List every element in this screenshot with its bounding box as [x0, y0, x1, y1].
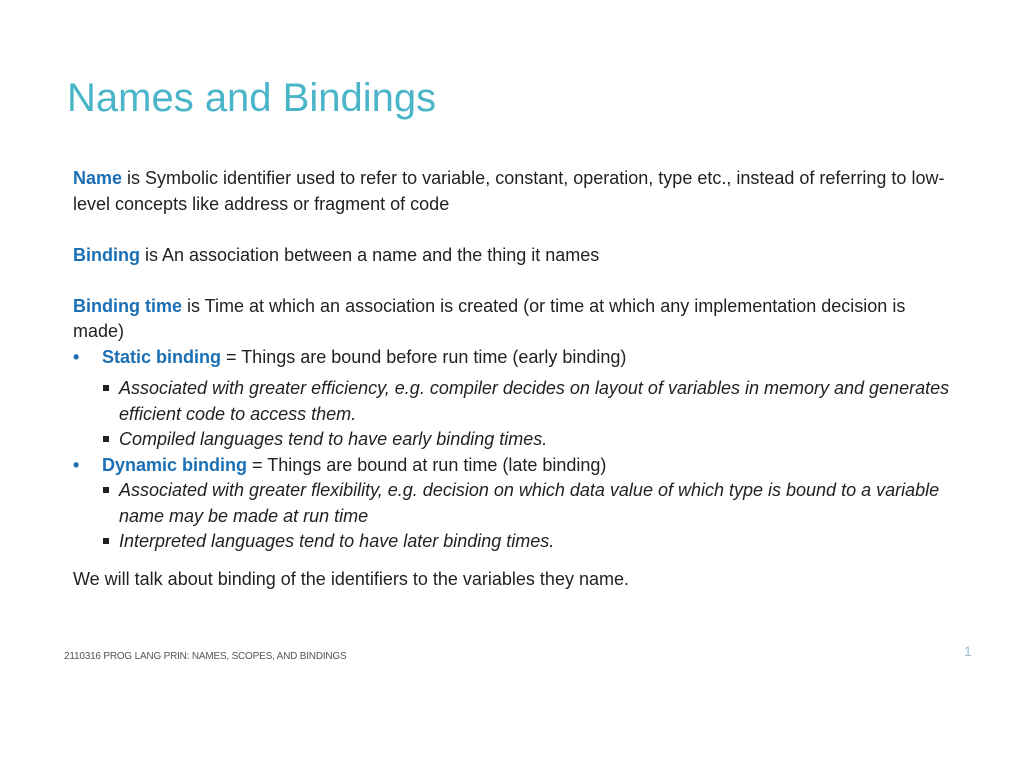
- slide-footer: 2110316 PROG LANG PRIN: NAMES, SCOPES, AND BINDINGS: [64, 651, 347, 662]
- binding-term: Binding: [73, 244, 140, 265]
- bullet-static-binding: [73, 345, 953, 371]
- name-definition: [73, 166, 953, 217]
- name-term: Name: [73, 168, 123, 188]
- binding-time-definition-text: is Time at which an association is created (or time at which any implementation decision is made): [73, 295, 906, 341]
- sub-bullet-text: Compiled languages tend to have early binding times.: [119, 429, 548, 449]
- sub-bullet-compiled: [73, 427, 953, 453]
- binding-definition: [73, 243, 953, 269]
- square-bullet-icon: [103, 538, 109, 544]
- sub-bullet-flexibility: [73, 478, 953, 529]
- slide-title: Names and Bindings: [67, 76, 437, 120]
- dynamic-binding-term: Dynamic binding: [102, 454, 248, 475]
- binding-time-term: Binding time: [73, 295, 182, 316]
- bullet-dynamic-binding: [73, 453, 953, 479]
- sub-bullet-text: Associated with greater flexibility, e.g. decision on which data value of which type is bound to a variable: [119, 480, 940, 500]
- sub-bullet-text-continued: name may be made at run time: [119, 505, 369, 526]
- static-binding-text: = Things are bound before run time (early binding): [221, 346, 627, 367]
- name-definition-text: is Symbolic identifier used to refer to variable, constant, operation, type etc., instead of referring to low-level concepts like address or fragment of code: [73, 168, 945, 214]
- square-bullet-icon: [103, 436, 109, 442]
- slide-body: [73, 166, 953, 592]
- binding-time-definition: [73, 294, 953, 345]
- square-bullet-icon: [103, 487, 109, 493]
- sub-bullet-text: Associated with greater efficiency, e.g. compiler decides on layout of variables in memory and generates efficient code to access them.: [119, 378, 950, 424]
- sub-bullet-interpreted: [73, 529, 953, 555]
- sub-bullet-text: Interpreted languages tend to have later binding times.: [119, 531, 555, 551]
- closing-statement: We will talk about binding of the identifiers to the variables they name.: [73, 568, 629, 589]
- bullet-marker: •: [73, 454, 80, 475]
- page-number: 1: [964, 643, 972, 659]
- dynamic-binding-text: = Things are bound at run time (late binding): [247, 454, 607, 475]
- square-bullet-icon: [103, 385, 109, 391]
- bullet-marker: •: [73, 346, 80, 367]
- sub-bullet-efficiency: [73, 376, 953, 427]
- static-binding-term: Static binding: [102, 346, 221, 367]
- binding-definition-text: is An association between a name and the thing it names: [139, 244, 600, 265]
